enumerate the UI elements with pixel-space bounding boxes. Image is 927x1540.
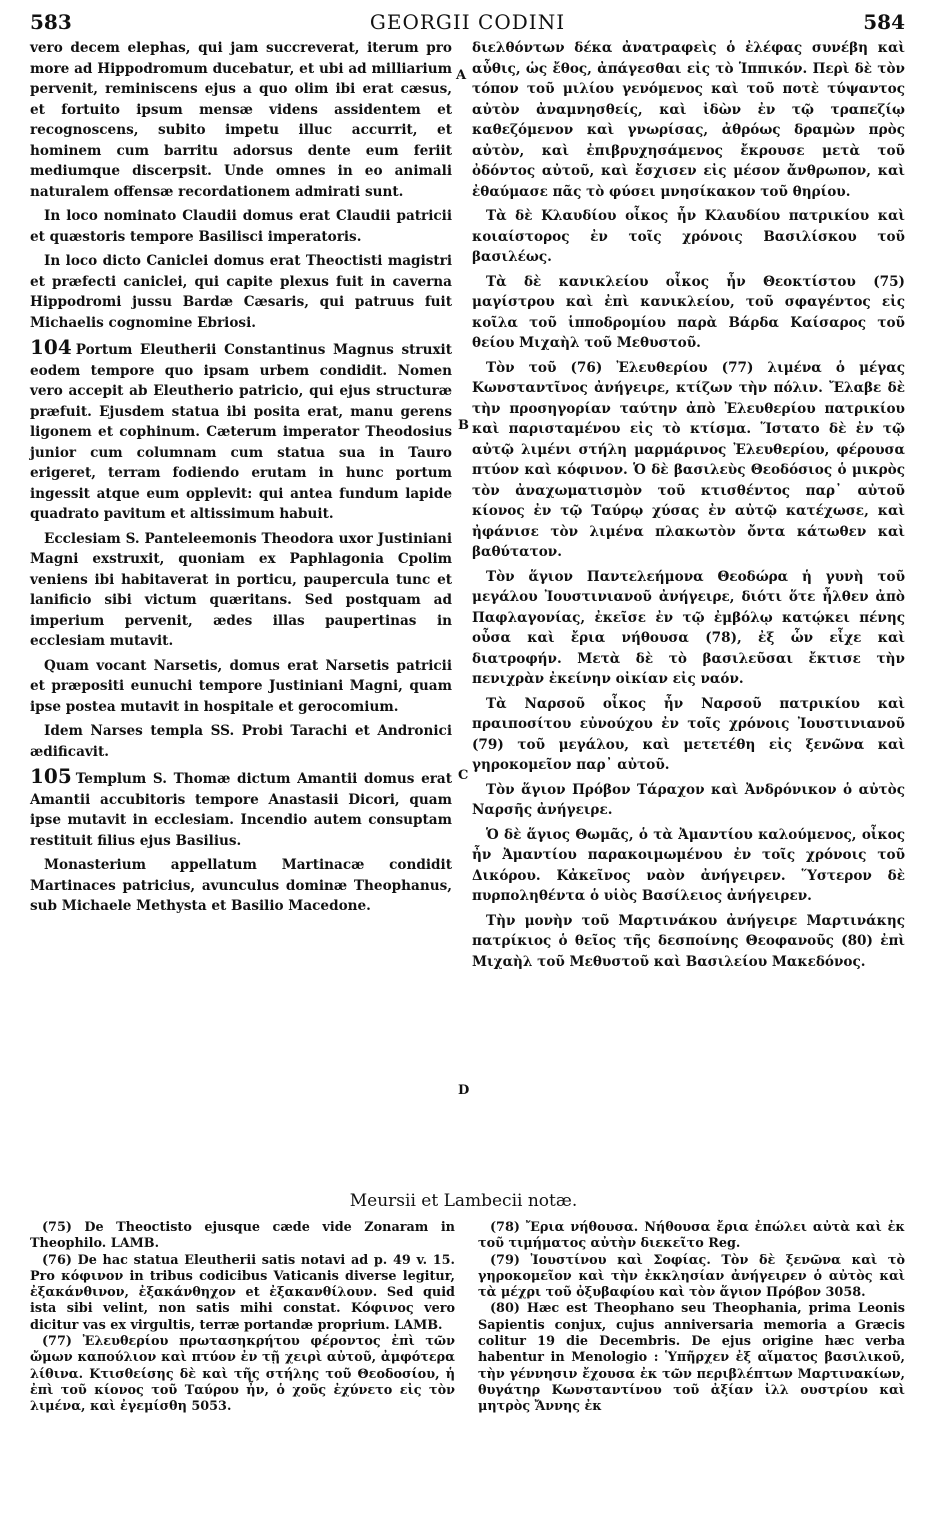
greek-paragraph: Ὁ δὲ ἅγιος Θωμᾶς, ὁ τὰ Ἀμαντίου καλούμενος, οἶκος ἦν Ἀμαντίου παρακοιμωμένου ἐν τοῖς χρόνοις τοῦ Δικόρου. Κἀκεῖνος ναὸν ἀνήγειρεν. Ὕστερον δὲ πυρποληθέντα ὁ υἱὸς Βασίλειος ἀνήγειρεν. [472, 826, 905, 904]
latin-paragraph: In loco dicto Caniclei domus erat Theoctisti magistri et præfecti caniclei, qui capite plexus fuit in caverna Hippodromi jussu Bardæ Cæsaris, qui patruus fuit Michaelis cognomine Ebriosi. [30, 253, 452, 331]
latin-paragraph: Monasterium appellatum Martinacæ condidit Martinaces patricius, avunculus dominæ Theophanus, sub Michaele Methysta et Basilio Macedone. [30, 857, 452, 914]
greek-paragraph: Τὰ Ναρσοῦ οἶκος ἦν Ναρσοῦ πατρικίου καὶ πραιποσίτου εὐνούχου ἐν τοῖς χρόνοις Ἰουστινιανοῦ (79) τοῦ μεγάλου, καὶ μετετέθη εἰς ξενῶνα καὶ γηροκομεῖον παρ᾽ αὐτοῦ. [472, 695, 905, 773]
page-header [30, 10, 905, 40]
main-text [30, 38, 905, 1178]
footnote: (80) Hæc est Theophano seu Theophania, prima Leonis Sapientis conjux, cujus anniversaria memoria a Græcis colitur 19 die Decembris. De ejus origine hæc verba habentur in Menologio : Ὑπῆρχεν ἐξ αἵματος βασιλικοῦ, τὴν γέννησιν ἔχουσα ἐκ τῶν περιβλέπτων Μαρτινακίων, θυγάτηρ Κωνσταντίνου τοῦ ἀξίαν ἰλλ ουστρίου καὶ μητρὸς Ἄννης ἐκ [478, 1301, 905, 1415]
margin-letter-d: D [458, 1083, 470, 1098]
page-number-right: 584 [863, 10, 905, 34]
latin-paragraph: In loco nominato Claudii domus erat Claudii patricii et quæstoris tempore Basilisci imperatoris. [30, 208, 452, 245]
running-title: GEORGII CODINI [369, 10, 566, 34]
notes-heading: Meursii et Lambecii notæ. [349, 1191, 578, 1211]
footnotes [30, 1220, 905, 1520]
margin-letter-c: C [458, 768, 469, 783]
footnote: (78) Ἔρια νήθουσα. Νήθουσα ἔρια ἐπώλει αὐτὰ καὶ ἐκ τοῦ τιμήματος αὐτὴν διεκεῖτο Reg. [478, 1220, 905, 1252]
latin-paragraph: Ecclesiam S. Panteleemonis Theodora uxor Justiniani Magni exstruxit, quoniam ex Paphlagonia Cpolim veniens ibi habitaverat in porticu, paupercula tunc et lanificio sibi victum quæritans. Sed postquam ad imperium pervenit, ædes illas paupertinas in ecclesiam mutavit. [30, 530, 452, 649]
latin-paragraph: vero decem elephas, qui jam succreverat, iterum pro more ad Hippodromum ducebatur, et ubi ad milliarium pervenit, reminiscens ejus a quo olim ibi erat cæsus, et fortuito ipsum mensæ videns assidentem et recognoscens, subito impetu illuc accurrit, et hominem cum barritu adorsus dente eum feriit mediumque discerpsit. Unde omnes in eo animali naturalem offensæ recordationem admirati sunt. [30, 40, 452, 200]
margin-letter-a: A [456, 68, 467, 83]
footnote: (79) Ἰουστίνου καὶ Σοφίας. Τὸν δὲ ξενῶνα καὶ τὸ γηροκομεῖον καὶ τὴν ἐκκλησίαν ἀνήγειρεν ὁ αὐτὸς καὶ τὰ μέχρι τοῦ ὀξυβαφίου καὶ τὸν ἅγιον Πρόβον 3058. [478, 1252, 905, 1301]
latin-paragraph-text: Portum Eleutherii Constantinus Magnus struxit eodem tempore quo ipsam urbem condidit. Nomen vero accepit ab Eleutherio patricio, qui ejus structuræ præfuit. Ejusdem statua ibi posita erat, manu gerens ligonem et cophinum. Cæterum imperator Theodosius junior cum columnam cum statua sua in Tauro erigeret, terram fodiendo erutam in hunc portum ingessit atque eum opplevit: qui antea fundum lapide quadrato pavitum et altissimum habuit. [30, 342, 452, 522]
notes-right-column [478, 1220, 905, 1416]
greek-paragraph: Τὸν τοῦ (76) Ἐλευθερίου (77) λιμένα ὁ μέγας Κωνσταντῖνος ἀνήγειρε, κτίζων τὴν πόλιν. Ἔλαβε δὲ τὴν προσηγορίαν ταύτην ἀπὸ Ἐλευθερίου πατρικίου καὶ παρισταμένου εἰς τὸ κτίσμα. Ἵστατο δὲ ἐν τῷ αὐτῷ λιμένι στήλη μαρμάρινος Ἐλευθερίου, φέρουσα πτύον καὶ κόφινον. Ὁ δὲ βασιλεὺς Θεοδόσιος ὁ μικρὸς τὸν ἀναχωματισμὸν τοῦ κτισθέντος παρ᾽ αὐτοῦ κίονος ἐν τῷ Ταύρῳ χύσας ἐν αὐτῷ κατέχωσε, καὶ ἠφάνισε τὸν λιμένα πλακωτὸν ὄντα κάτωθεν καὶ βαθύτατον. [472, 359, 905, 560]
section-number: 105 [30, 764, 72, 788]
greek-paragraph: Τὴν μονὴν τοῦ Μαρτινάκου ἀνήγειρε Μαρτινάκης πατρίκιος ὁ θεῖος τῆς δεσποίνης Θεοφανοῦς (80) ἐπὶ Μιχαὴλ τοῦ Μεθυστοῦ καὶ Βασιλείου Μακεδόνος. [472, 912, 905, 970]
greek-paragraph: Τὰ δὲ Κλαυδίου οἶκος ἦν Κλαυδίου πατρικίου καὶ κοιαίστορος ἐν τοῖς χρόνοις Βασιλίσκου τοῦ βασιλέως. [472, 208, 905, 265]
greek-paragraph: διελθόντων δέκα ἀνατραφεὶς ὁ ἐλέφας συνέβη καὶ αὖθις, ὡς ἔθος, ἀπάγεσθαι εἰς τὸ Ἱππικόν. Περὶ δὲ τὸν τόπον τοῦ μιλίου γενόμενος καὶ τοῦ ποτὲ τύψαντος αὐτὸν ἀναμνησθείς, καὶ ἰδὼν ἐν τῷ τραπεζίῳ καθεζόμενον καὶ γνωρίσας, ἀθρόως δραμὼν πρὸς αὐτὸν, καὶ ἐπιβρυχησάμενος ἔκρουσε μετὰ τοῦ ὀδόντος αὐτοῦ, καὶ ἔσχισεν εἰς μέσον ἄνθρωπον, καὶ ἐθαύμασε πᾶς τὸ φύσει μνησίκακον τοῦ θηρίου. [472, 40, 905, 200]
notes-left-column [30, 1220, 455, 1416]
margin-letter-b: B [458, 418, 469, 433]
greek-column [472, 38, 905, 976]
section-number: 104 [30, 335, 72, 359]
latin-column [30, 38, 452, 921]
page-number-left: 583 [30, 10, 72, 34]
latin-paragraph-105 [30, 766, 452, 851]
greek-paragraph: Τὸν ἅγιον Παντελεήμονα Θεοδώρα ἡ γυνὴ τοῦ μεγάλου Ἰουστινιανοῦ ἀνήγειρε, διότι ὅτε ἦλθεν ἀπὸ Παφλαγονίας, ἐκεῖσε ἐν τῷ ἐμβόλῳ κατῴκει πένης οὖσα καὶ ἔρια νήθουσα (78), ἐξ ὧν εἶχε καὶ διατροφήν. Μετὰ δὲ τὸ βασιλεῦσαι ἔκτισε τὴν πενιχρὰν ἐκείνην οἰκίαν εἰς ναόν. [472, 568, 905, 687]
greek-paragraph: Τὰ δὲ κανικλείου οἶκος ἦν Θεοκτίστου (75) μαγίστρου καὶ ἐπὶ κανικλείου, τοῦ σφαγέντος εἰς κοῖλα τοῦ ἱπποδρομίου παρὰ Βάρδα Καίσαρος τοῦ θείου Μιχαὴλ τοῦ Μεθυστοῦ. [472, 273, 905, 351]
latin-paragraph: Quam vocant Narsetis, domus erat Narsetis patricii et præpositi eunuchi tempore Justiniani Magni, quam ipse postea mutavit in hospitale et gerocomium. [30, 657, 452, 715]
latin-paragraph-text: Templum S. Thomæ dictum Amantii domus erat Amantii accubitoris tempore Anastasii Dicori, quam ipse mutavit in ecclesiam. Incendio autem consuptam restituit filius ejus Basilius. [30, 771, 452, 849]
footnote: (75) De Theoctisto ejusque cæde vide Zonaram in Theophilo. LAMB. [30, 1220, 455, 1252]
latin-paragraph: Idem Narses templa SS. Probi Tarachi et Andronici ædificavit. [30, 723, 452, 760]
greek-paragraph: Τὸν ἅγιον Πρόβον Τάραχον καὶ Ἀνδρόνικον ὁ αὐτὸς Ναρσῆς ἀνήγειρε. [472, 781, 905, 818]
footnote: (76) De hac statua Eleutherii satis notavi ad p. 49 v. 15. Pro κόφινον in tribus codicibus Vaticanis diverse legitur, ἐξακάνθινον, ἐξακάνθηχον et ἐξακανθίλουν. Sed quid ista sibi velint, non satis mihi constat. Κόφινος vero dicitur vas ex virgultis, terræ portandæ proprium. LAMB. [30, 1252, 455, 1333]
footnote: (77) Ἐλευθερίου πρωτασηκρήτου φέροντος ἐπὶ τῶν ὤμων καπούλιον καὶ πτύον ἐν τῇ χειρὶ αὐτοῦ, ἀμφότερα λίθινα. Κτισθείσης δὲ καὶ τῆς στήλης τοῦ Θεοδοσίου, ἡ ἐπὶ τοῦ κίονος τοῦ Ταύρου ἦν, ὁ χοῦς ἐχύνετο εἰς τὸν λιμένα, καὶ ἐγεμίσθη 5053. [30, 1334, 455, 1415]
latin-paragraph-104 [30, 337, 452, 525]
